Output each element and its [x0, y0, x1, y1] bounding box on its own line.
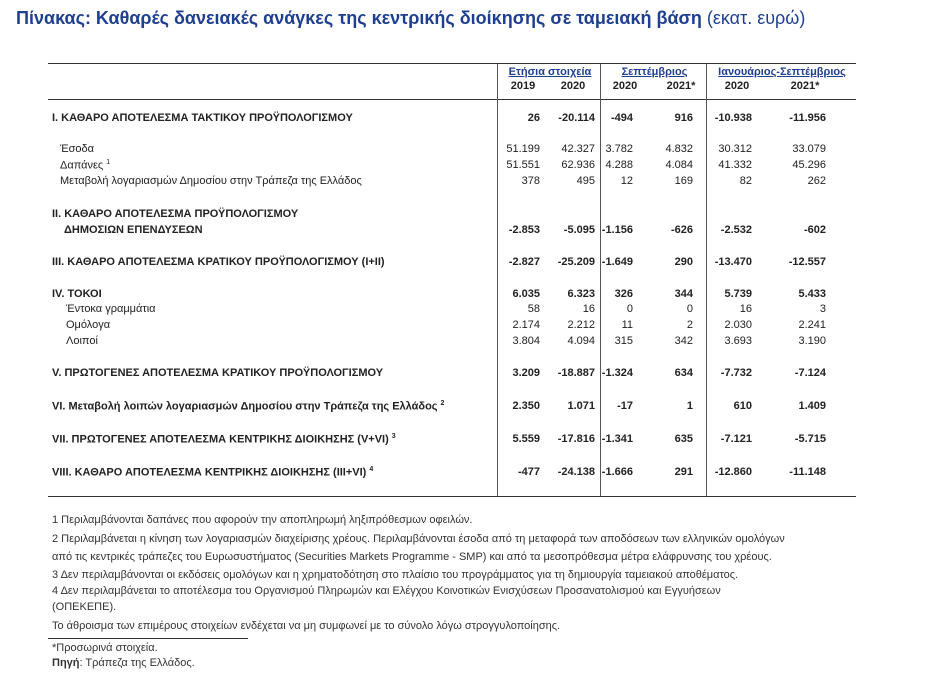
row-label: [52, 288, 102, 300]
table-cell: 26: [527, 112, 540, 124]
row-label-text: III. ΚΑΘΑΡΟ ΑΠΟΤΕΛΕΣΜΑ ΚΡΑΤΙΚΟΥ ΠΡΟΫΠΟΛΟΓΙΣΜΟΥ (I+II): [52, 256, 385, 268]
table-cell: 0: [626, 303, 633, 315]
table-cell: 610: [733, 400, 752, 412]
table-cell: 3.693: [724, 335, 752, 347]
note-rule: [48, 638, 248, 639]
top-rule: [48, 63, 856, 64]
table-cell: 634: [674, 367, 693, 379]
table-cell: 2.030: [724, 319, 752, 331]
row-label-text: II. ΚΑΘΑΡΟ ΑΠΟΤΕΛΕΣΜΑ ΠΡΟΫΠΟΛΟΓΙΣΜΟΥ: [52, 208, 299, 220]
row-label: [60, 143, 94, 155]
rounding-note: Το άθροισμα των επιμέρους στοιχείων ενδέχεται να μη συμφωνεί με το σύνολο λόγω στρογγυλοποίησης.: [52, 620, 561, 632]
table-cell: 3.782: [605, 143, 633, 155]
table-cell: -24.138: [557, 466, 595, 478]
footnote-1: 1 Περιλαμβάνονται δαπάνες που αφορούν την αποπληρωμή ληξιπρόθεσμων οφειλών.: [52, 514, 473, 526]
table-cell: -626: [670, 224, 693, 236]
row-label-text: IV. ΤΟΚΟΙ: [52, 288, 102, 300]
table-cell: 342: [674, 335, 693, 347]
column-divider-3: [706, 64, 707, 496]
table-cell: -12.557: [788, 256, 826, 268]
table-cell: 1.071: [567, 400, 595, 412]
column-divider-2: [600, 64, 601, 496]
year-col-3: 2020: [612, 80, 638, 92]
table-cell: -7.124: [794, 367, 826, 379]
table-cell: 635: [674, 433, 693, 445]
source-text: : Τράπεζα της Ελλάδος.: [79, 657, 195, 669]
year-col-5: 2020: [724, 80, 750, 92]
row-label-text: Έντοκα γραμμάτια: [66, 303, 156, 315]
row-label-text: Δαπάνες: [60, 159, 104, 172]
table-cell: -17: [617, 400, 633, 412]
table-cell: 3.804: [512, 335, 540, 347]
table-cell: -2.532: [720, 224, 752, 236]
table-cell: 916: [674, 112, 693, 124]
table-cell: -1.666: [601, 466, 633, 478]
row-label: [52, 256, 385, 268]
row-label-text: VIII. ΚΑΘΑΡΟ ΑΠΟΤΕΛΕΣΜΑ ΚΕΝΤΡΙΚΗΣ ΔΙΟΙΚΗΣΗΣ (III+VI): [52, 466, 367, 479]
table-cell: 2.241: [798, 319, 826, 331]
table-cell: 4.832: [665, 143, 693, 155]
table-cell: -11.956: [789, 112, 826, 124]
row-label: [52, 433, 396, 446]
table-cell: -7.121: [720, 433, 752, 445]
table-cell: -12.860: [714, 466, 752, 478]
table-cell: 169: [674, 175, 693, 187]
header-rule: [48, 99, 856, 100]
footnote-3: 3 Δεν περιλαμβάνονται οι εκδόσεις ομολόγων και η χρηματοδότηση στο πλαίσιο του προγράμματος για τη δημιουργία ταμειακού αποθέματος.: [52, 569, 739, 581]
row-label-text: VII. ΠΡΩΤΟΓΕΝΕΣ ΑΠΟΤΕΛΕΣΜΑ ΚΕΝΤΡΙΚΗΣ ΔΙΟΙΚΗΣΗΣ (V+VI): [52, 433, 389, 446]
table-cell: 2.212: [567, 319, 595, 331]
table-cell: -2.853: [508, 224, 540, 236]
table-cell: -5.715: [794, 433, 826, 445]
source-label: Πηγή: [52, 657, 80, 669]
table-cell: -602: [803, 224, 826, 236]
table-cell: 262: [807, 175, 826, 187]
table-cell: 5.559: [512, 433, 540, 445]
table-cell: 3.209: [512, 367, 540, 379]
row-label: [66, 319, 110, 331]
footnote-ref: 3: [391, 433, 396, 440]
table-cell: 1.409: [798, 400, 826, 412]
footnote-4-cont: (ΟΠΕΚΕΠΕ).: [52, 601, 117, 613]
table-cell: 2.174: [512, 319, 540, 331]
provisional-note: *Προσωρινά στοιχεία.: [52, 642, 158, 654]
table-cell: 495: [576, 175, 595, 187]
footnote-ref: 2: [440, 400, 445, 407]
table-cell: 291: [674, 466, 693, 478]
table-cell: 5.433: [798, 288, 826, 300]
table-cell: 2.350: [512, 400, 540, 412]
row-label: [52, 400, 444, 413]
table-cell: 378: [521, 175, 540, 187]
source-note: [52, 657, 195, 669]
footnote-ref: 1: [106, 159, 111, 166]
table-cell: 2: [686, 319, 693, 331]
table-cell: -477: [517, 466, 540, 478]
title-unit: (εκατ. ευρώ): [706, 8, 806, 28]
table-cell: -10.938: [714, 112, 752, 124]
year-col-1: 2019: [510, 80, 536, 92]
footnote-2: 2 Περιλαμβάνεται η κίνηση των λογαριασμών διαχείρισης χρέους. Περιλαμβάνονται έσοδα από τη μεταφορά των αποδόσεων των ελληνικών ομολόγων: [52, 533, 785, 545]
bottom-rule: [48, 496, 856, 497]
row-label-text: I. ΚΑΘΑΡΟ ΑΠΟΤΕΛΕΣΜΑ ΤΑΚΤΙΚΟΥ ΠΡΟΫΠΟΛΟΓΙΣΜΟΥ: [52, 112, 353, 124]
table-cell: -11.148: [789, 466, 826, 478]
row-label: [52, 112, 353, 124]
table-cell: 3.190: [798, 335, 826, 347]
table-cell: 290: [674, 256, 693, 268]
row-label: [52, 208, 298, 220]
table-cell: -17.816: [557, 433, 595, 445]
table-cell: -494: [610, 112, 633, 124]
table-cell: 4.094: [567, 335, 595, 347]
table-cell: 42.327: [561, 143, 595, 155]
row-label-text: Ομόλογα: [66, 319, 111, 331]
table-cell: 51.199: [506, 143, 540, 155]
table-cell: -1.649: [601, 256, 633, 268]
group-september: Σεπτέμβριος: [621, 66, 688, 78]
footnote-2-cont: από τις κεντρικές τράπεζες του Ευρωσυστήματος (Securities Markets Programme - SMP) και από τα μεσοπρόθεσμα μέτρα ελάφρυνσης του χρέους.: [52, 551, 772, 563]
year-col-2: 2020: [560, 80, 586, 92]
table-cell: 62.936: [561, 159, 595, 171]
table-cell: -18.887: [557, 367, 595, 379]
table-cell: -20.114: [558, 112, 595, 124]
table-cell: -2.827: [508, 256, 540, 268]
row-label: [52, 367, 383, 379]
table-cell: -1.341: [601, 433, 633, 445]
year-col-6: 2021*: [790, 80, 820, 92]
row-label-text: V. ΠΡΩΤΟΓΕΝΕΣ ΑΠΟΤΕΛΕΣΜΑ ΚΡΑΤΙΚΟΥ ΠΡΟΫΠΟΛΟΓΙΣΜΟΥ: [52, 367, 384, 379]
table-cell: 6.035: [512, 288, 540, 300]
table-cell: 315: [614, 335, 633, 347]
table-cell: 58: [527, 303, 540, 315]
table-cell: 4.084: [665, 159, 693, 171]
table-cell: 30.312: [718, 143, 752, 155]
table-cell: 16: [739, 303, 752, 315]
table-cell: 51.551: [506, 159, 540, 171]
table-cell: 1: [686, 400, 693, 412]
row-label-continued: ΔΗΜΟΣΙΩΝ ΕΠΕΝΔΥΣΕΩΝ: [64, 224, 203, 236]
table-cell: 6.323: [567, 288, 595, 300]
title-main: Πίνακας: Καθαρές δανειακές ανάγκες της κεντρικής διοίκησης σε ταμειακή βάση: [16, 8, 702, 28]
table-cell: 41.332: [718, 159, 752, 171]
table-cell: -13.470: [714, 256, 752, 268]
year-col-4: 2021*: [666, 80, 696, 92]
table-cell: 45.296: [792, 159, 826, 171]
table-cell: 5.739: [724, 288, 752, 300]
table-cell: 82: [739, 175, 752, 187]
row-label: [60, 175, 362, 187]
table-cell: -1.156: [601, 224, 633, 236]
table-cell: -1.324: [601, 367, 633, 379]
table-title: [16, 8, 805, 29]
table-cell: -7.732: [720, 367, 752, 379]
row-label: [52, 466, 373, 479]
table-cell: 0: [686, 303, 693, 315]
table-cell: 3: [819, 303, 826, 315]
footnote-4: 4 Δεν περιλαμβάνεται το αποτέλεσμα του Οργανισμού Πληρωμών και Ελέγχου Κοινοτικών Ενισχύσεων Προσανατολισμού και Εγγυήσεων: [52, 585, 721, 597]
table-cell: 4.288: [605, 159, 633, 171]
column-divider-1: [497, 64, 498, 496]
row-label-text: Έσοδα: [60, 143, 95, 155]
table-cell: 12: [620, 175, 633, 187]
row-label-text: VI. Μεταβολή λοιπών λογαριασμών Δημοσίου στην Τράπεζα της Ελλάδος: [52, 400, 438, 413]
table-cell: 326: [614, 288, 633, 300]
table-cell: 16: [582, 303, 595, 315]
row-label: [66, 335, 98, 347]
row-label: [66, 303, 156, 315]
table-cell: 11: [621, 319, 633, 331]
table-cell: 33.079: [792, 143, 826, 155]
table-cell: -25.209: [557, 256, 595, 268]
table-cell: 344: [674, 288, 693, 300]
group-jan-sep: Ιανουάριος-Σεπτέμβριος: [718, 66, 846, 78]
footnote-ref: 4: [369, 466, 374, 473]
row-label-text: Μεταβολή λογαριασμών Δημοσίου στην Τράπεζα της Ελλάδος: [60, 175, 362, 187]
row-label: [60, 159, 110, 172]
table-cell: -5.095: [563, 224, 595, 236]
row-label-text: Λοιποί: [66, 335, 98, 347]
group-annual: Ετήσια στοιχεία: [508, 66, 592, 78]
